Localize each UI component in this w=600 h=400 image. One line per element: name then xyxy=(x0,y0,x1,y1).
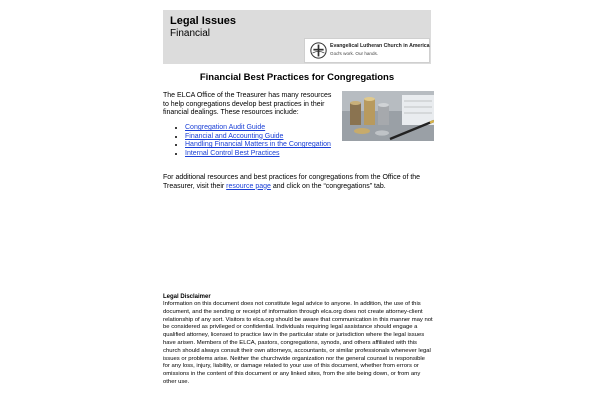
disclaimer-title: Legal Disclaimer xyxy=(163,294,211,300)
resource-page-link[interactable]: resource page xyxy=(226,182,271,190)
list-item xyxy=(185,141,331,150)
additional-text-start: For additional resources and best practices for congregations from the Office of the Treasurer, visit their xyxy=(163,174,421,190)
additional-resources-paragraph xyxy=(163,174,431,191)
elca-cross-logo-icon xyxy=(310,42,327,59)
resource-links-list xyxy=(163,124,331,158)
list-item xyxy=(185,124,331,133)
additional-text-end: and click on the “congregations” tab. xyxy=(270,182,386,190)
banner-subtitle: Financial xyxy=(170,28,211,39)
page-heading: Financial Best Practices for Congregations xyxy=(199,72,395,83)
elca-logo xyxy=(304,38,430,63)
logo-name: Evangelical Lutheran Church in America xyxy=(330,43,430,49)
link-congregation-audit-guide[interactable]: Congregation Audit Guide xyxy=(185,124,266,131)
coins-and-pen-image xyxy=(342,91,434,141)
disclaimer-text: Information on this document does not constitute legal advice to anyone. In addition, the use of this document, and the sending or receipt of information through elca.org does not create attorney-client relationship of any sort. Visitors to elca.org should be aware that communication in this manner may not be considered as privileged or confidential. Individuals requiring legal assistance should engage a qualified attorney, licensed to practice law in the particular state or jurisdiction where the legal issues have arisen. Members of the ELCA, pastors, congregations, synods, and others affiliated with this church should always consult their own attorneys, accountants, or similar professionals whenever legal issues or problems arise. Neither the churchwide organization nor the general counsel is responsible for any loss, injury, liability, or damage related to your use of this document, whether from errors or omissions in the content of this document or any linked sites, from the site being down, or from any other use. xyxy=(163,301,433,385)
header-banner xyxy=(163,10,431,64)
intro-text: The ELCA Office of the Treasurer has many resources to help congregations develop best practices in their financial dealings. These resources include: xyxy=(163,92,332,116)
link-internal-control-best-practices[interactable]: Internal Control Best Practices xyxy=(185,149,280,157)
link-financial-accounting-guide[interactable]: Financial and Accounting Guide xyxy=(185,132,284,140)
list-item xyxy=(185,133,331,142)
banner-title: Legal Issues xyxy=(170,15,237,27)
list-item xyxy=(185,150,331,159)
link-handling-financial-matters[interactable]: Handling Financial Matters in the Congregation xyxy=(185,141,331,148)
document-page xyxy=(163,10,431,396)
intro-paragraph xyxy=(163,92,339,118)
logo-tagline: God's work. Our hands. xyxy=(330,51,379,56)
